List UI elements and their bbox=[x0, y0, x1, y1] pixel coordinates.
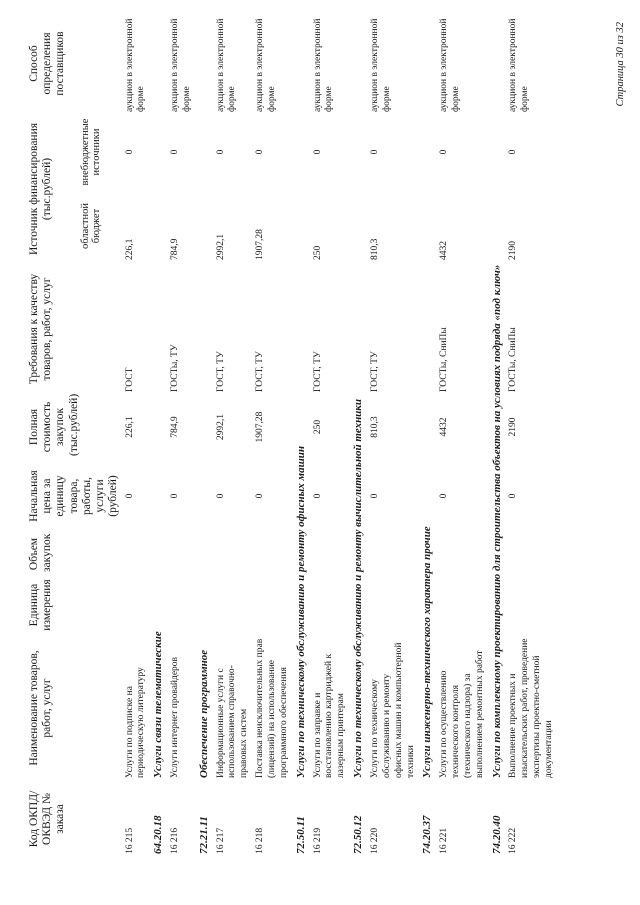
procurement-method-cell: аукцион в электронной форме bbox=[508, 18, 531, 112]
extra-budget-cell: 0 bbox=[369, 149, 380, 155]
full-cost-cell: 4432 bbox=[439, 417, 450, 437]
header-requirements: Требования к качеству товаров, работ, услуг bbox=[28, 273, 54, 385]
extra-budget-cell: 0 bbox=[312, 149, 323, 155]
procurement-method-cell: аукцион в электронной форме bbox=[124, 18, 147, 112]
group-title: Услуги по комплексному проектированию для строительства объектов на условиях подряда «под ключ» bbox=[490, 264, 503, 778]
full-cost-cell: 784,9 bbox=[170, 416, 181, 438]
full-cost-cell: 1907,28 bbox=[255, 411, 266, 443]
group-code: 72.50.12 bbox=[352, 815, 365, 854]
regional-budget-cell: 250 bbox=[312, 245, 323, 260]
initial-price-cell: 0 bbox=[170, 493, 181, 499]
group-code: 72.50.11 bbox=[294, 816, 307, 854]
full-cost-cell: 2992,1 bbox=[215, 413, 226, 441]
initial-price-cell: 0 bbox=[215, 493, 226, 499]
table-row bbox=[123, 12, 151, 857]
group-code: 74.20.40 bbox=[490, 815, 503, 854]
unit-cell bbox=[253, 575, 293, 635]
volume-cell bbox=[168, 533, 196, 575]
volume-cell bbox=[311, 533, 351, 575]
order-number-cell: 16 222 bbox=[508, 827, 519, 854]
group-row bbox=[350, 12, 368, 857]
header-funding-regional: областной бюджет bbox=[79, 203, 103, 249]
table-row bbox=[437, 12, 489, 857]
volume-cell bbox=[123, 533, 151, 575]
order-number-cell: 16 216 bbox=[170, 827, 181, 854]
order-number-cell: 16 219 bbox=[312, 827, 323, 854]
unit-cell bbox=[123, 575, 151, 635]
extra-budget-cell: 0 bbox=[215, 149, 226, 155]
unit-cell bbox=[437, 575, 489, 635]
volume-cell bbox=[368, 533, 420, 575]
header-funding-extra: внебюджетные источники bbox=[79, 118, 103, 186]
full-cost-cell: 810,3 bbox=[369, 416, 380, 438]
requirements-cell: ГОСТы, ТУ bbox=[170, 344, 181, 392]
order-number-cell: 16 215 bbox=[124, 827, 135, 854]
group-title: Услуги по техническому обслуживанию и ремонту офисных машин bbox=[294, 446, 307, 778]
regional-budget-cell: 784,9 bbox=[170, 238, 181, 260]
initial-price-cell: 0 bbox=[439, 493, 450, 499]
unit-cell bbox=[506, 575, 558, 635]
group-title: Услуги связи телематические bbox=[152, 631, 165, 778]
header-method: Способ определения поставщиков bbox=[28, 31, 67, 96]
header-full-cost: Полная стоимость закупок (тыс.рублей) bbox=[28, 393, 80, 456]
volume-cell bbox=[253, 533, 293, 575]
group-row bbox=[489, 12, 507, 857]
item-name-cell: Услуги по заправке и восстановлению картриджей к лазерным принтерам bbox=[312, 653, 347, 778]
procurement-table bbox=[26, 12, 558, 857]
item-name-cell: Услуги по осуществлению технического контроля (технического надзора) за выполнением ремонтных работ bbox=[439, 650, 485, 778]
item-name-cell: Услуги по подписке на периодическую литературу bbox=[124, 667, 147, 778]
group-title: Услуги инженерно-технического характера прочие bbox=[421, 526, 434, 778]
procurement-method-cell: аукцион в электронной форме bbox=[439, 18, 462, 112]
item-name-cell: Информационные услуги с использованием справочно-правовых систем bbox=[215, 665, 250, 778]
initial-price-cell: 0 bbox=[508, 493, 519, 499]
table-row bbox=[214, 12, 254, 857]
order-number-cell: 16 217 bbox=[215, 827, 226, 854]
regional-budget-cell: 2992,1 bbox=[215, 233, 226, 260]
header-unit: Единица измерения bbox=[28, 579, 54, 631]
full-cost-cell: 250 bbox=[312, 419, 323, 435]
extra-budget-cell: 0 bbox=[255, 149, 266, 155]
volume-cell bbox=[214, 533, 254, 575]
order-number-cell: 16 218 bbox=[255, 827, 266, 854]
unit-cell bbox=[368, 575, 420, 635]
requirements-cell: ГОСТы, СниПы bbox=[439, 327, 450, 392]
group-row bbox=[419, 12, 437, 857]
group-row bbox=[196, 12, 214, 857]
initial-price-cell: 0 bbox=[312, 493, 323, 499]
group-code: 72.21.11 bbox=[197, 816, 210, 854]
extra-budget-cell: 0 bbox=[439, 149, 450, 155]
header-funding: Источник финансирования (тыс.рублей) bbox=[28, 122, 54, 256]
table-row bbox=[253, 12, 293, 857]
unit-cell bbox=[168, 575, 196, 635]
header-volume: Объем закупок bbox=[28, 533, 54, 572]
group-code: 74.20.37 bbox=[421, 815, 434, 854]
header-name: Наименование товаров, работ, услуг bbox=[28, 650, 54, 766]
initial-price-cell: 0 bbox=[255, 493, 266, 499]
regional-budget-cell: 2190 bbox=[508, 241, 519, 260]
procurement-method-cell: аукцион в электронной форме bbox=[312, 18, 335, 112]
table-row bbox=[168, 12, 196, 857]
table-body bbox=[123, 12, 558, 857]
group-row bbox=[293, 12, 311, 857]
item-name-cell: Поставка неисключительных прав (лицензий) на использование программного обеспечения bbox=[255, 638, 289, 778]
requirements-cell: ГОСТ, ТУ bbox=[255, 351, 266, 392]
procurement-method-cell: аукцион в электронной форме bbox=[215, 18, 238, 112]
item-name-cell: Выполнение проектных и изыскательских работ, проведение экспертизы проектно-сметной документации bbox=[508, 638, 555, 778]
table-row bbox=[368, 12, 420, 857]
procurement-method-cell: аукцион в электронной форме bbox=[369, 18, 392, 112]
requirements-cell: ГОСТ, ТУ bbox=[369, 351, 380, 392]
initial-price-cell: 0 bbox=[369, 493, 380, 499]
requirements-cell: ГОСТ, ТУ bbox=[215, 351, 226, 392]
requirements-cell: ГОСТы, СниПы bbox=[508, 327, 519, 392]
full-cost-cell: 226,1 bbox=[124, 416, 135, 438]
regional-budget-cell: 4432 bbox=[439, 241, 450, 260]
header-initial-price: Начальная цена за единицу товара, работы, услуги (рублей) bbox=[28, 470, 120, 522]
procurement-method-cell: аукцион в электронной форме bbox=[170, 18, 192, 112]
order-number-cell: 16 220 bbox=[369, 827, 380, 854]
unit-cell bbox=[311, 575, 351, 635]
table-row bbox=[506, 12, 558, 857]
table-header bbox=[26, 12, 123, 857]
page-number: Страница 30 из 32 bbox=[615, 22, 626, 107]
extra-budget-cell: 0 bbox=[124, 149, 135, 155]
order-number-cell: 16 221 bbox=[439, 827, 450, 854]
header-code: Код ОКПД/ ОКВЭД № заказа bbox=[28, 790, 67, 848]
volume-cell bbox=[437, 533, 489, 575]
extra-budget-cell: 0 bbox=[508, 149, 519, 155]
procurement-method-cell: аукцион в электронной форме bbox=[255, 18, 278, 112]
item-name-cell: Услуги по техническому обслуживанию и ремонту офисных машин и компьютерной техники bbox=[369, 642, 416, 778]
group-code: 64.20.18 bbox=[152, 815, 165, 854]
volume-cell bbox=[506, 533, 558, 575]
item-name-cell: Услуги интернет провайдеров bbox=[170, 656, 181, 778]
initial-price-cell: 0 bbox=[124, 493, 135, 499]
regional-budget-cell: 1907,28 bbox=[255, 229, 266, 260]
unit-cell bbox=[214, 575, 254, 635]
regional-budget-cell: 810,3 bbox=[369, 238, 380, 260]
group-title: Услуги по техническому обслуживанию и ремонту вычислительной техники bbox=[352, 399, 365, 778]
group-title: Обеспечение программное bbox=[197, 649, 210, 778]
table-row bbox=[311, 12, 351, 857]
full-cost-cell: 2190 bbox=[508, 417, 519, 437]
group-row bbox=[150, 12, 168, 857]
regional-budget-cell: 226,1 bbox=[124, 238, 135, 260]
requirements-cell: ГОСТ, ТУ bbox=[312, 351, 323, 392]
requirements-cell: ГОСТ bbox=[124, 367, 135, 392]
extra-budget-cell: 0 bbox=[170, 149, 181, 155]
